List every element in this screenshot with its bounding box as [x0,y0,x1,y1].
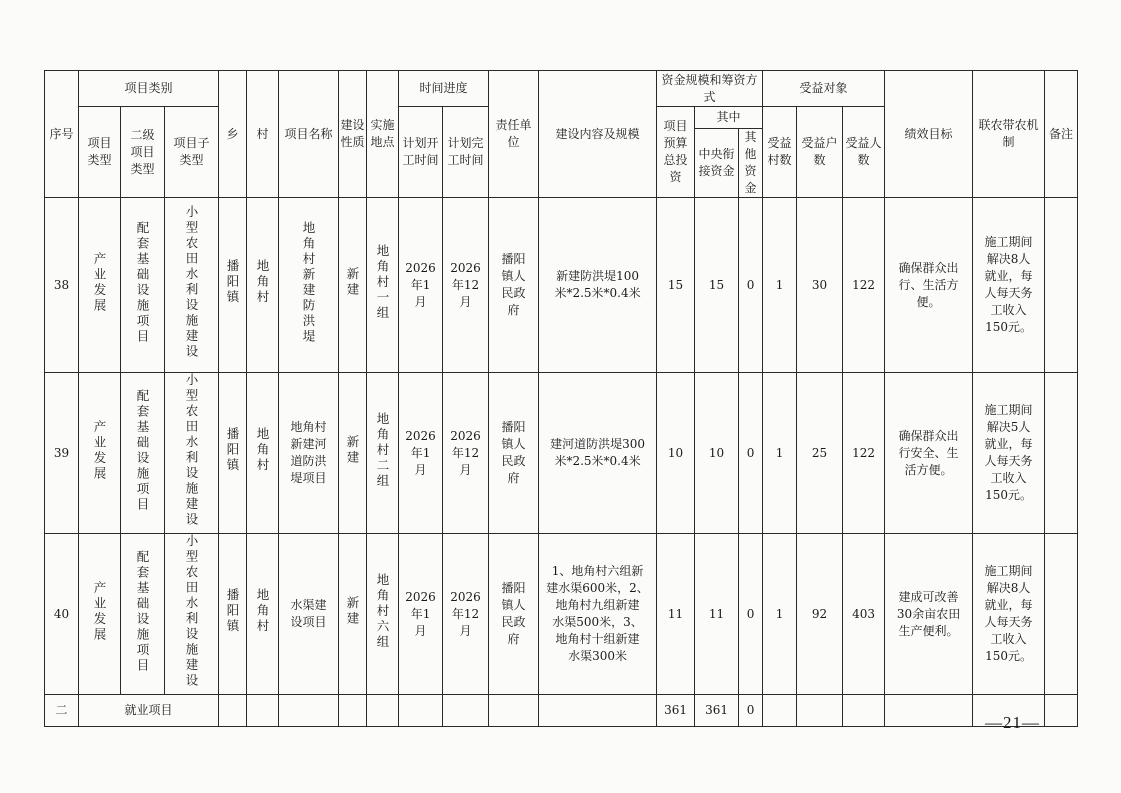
header-location: 实施 地点 [367,71,399,198]
cell-town: 播阳镇 [225,588,241,635]
cell-other: 0 [739,373,763,534]
cell-project-name: 水渠建 设项目 [279,534,339,695]
cell-project-type: 产业发展 [92,419,107,482]
cell-sub-type: 小型农田水利设施建设 [184,373,199,528]
cell-village: 地角村 [255,259,271,306]
cell-remarks [1045,198,1078,373]
summary-total: 361 [657,695,695,727]
cell-project-type: 产业发展 [92,580,107,643]
cell-plan-end: 2026 年12 月 [443,198,489,373]
cell-other: 0 [739,534,763,695]
cell-responsible: 播阳 镇人 民政 府 [489,198,539,373]
table-row [45,373,1078,534]
header-beneficiary-group: 受益对象 [763,71,885,107]
table-row [45,534,1078,695]
cell-location: 地角村一组 [375,243,391,322]
header-funds-group: 资金规模和筹资方 式 [657,71,763,107]
header-plan-start: 计划开 工时间 [399,107,443,198]
cell-sub-type: 小型农田水利设施建设 [184,534,199,689]
cell-level2-type: 配套基础设施项目 [135,388,150,513]
header-plan-end: 计划完 工时间 [443,107,489,198]
cell-project-type: 产业发展 [92,251,107,314]
header-town: 乡 [219,71,247,198]
summary-other: 0 [739,695,763,727]
cell-total: 11 [657,534,695,695]
header-remarks: 备注 [1045,71,1078,198]
table-row [45,198,1078,373]
cell-performance: 确保群众出 行、生活方 便。 [885,198,973,373]
summary-row [45,695,1078,727]
header-level2-type: 二级 项目 类型 [121,107,165,198]
header-content: 建设内容及规模 [539,71,657,198]
cell-nature: 新建 [345,267,361,298]
cell-village: 地角村 [255,588,271,635]
header-benef-people: 受益人 数 [843,107,885,198]
cell-remarks [1045,373,1078,534]
cell-plan-end: 2026 年12 月 [443,534,489,695]
cell-central: 15 [695,198,739,373]
header-nature: 建设 性质 [339,71,367,198]
cell-nature: 新建 [345,435,361,466]
cell-households: 92 [797,534,843,695]
cell-other: 0 [739,198,763,373]
header-benef-villages: 受益 村数 [763,107,797,198]
cell-linkage: 施工期间 解决5人 就业，每 人每天务 工收入 150元。 [973,373,1045,534]
header-project-name: 项目名称 [279,71,339,198]
header-sub-type: 项目子 类型 [165,107,219,198]
cell-content: 新建防洪堤100 米*2.5米*0.4米 [539,198,657,373]
cell-seq: 40 [45,534,79,695]
header-central-funds: 中央衔 接资金 [695,129,739,198]
cell-people: 403 [843,534,885,695]
cell-people: 122 [843,198,885,373]
cell-total: 10 [657,373,695,534]
cell-villages: 1 [763,373,797,534]
cell-households: 25 [797,373,843,534]
cell-linkage: 施工期间 解决8人 就业，每 人每天务 工收入 150元。 [973,198,1045,373]
cell-central: 10 [695,373,739,534]
cell-responsible: 播阳 镇人 民政 府 [489,373,539,534]
cell-central: 11 [695,534,739,695]
header-project-type: 项目 类型 [79,107,121,198]
cell-sub-type: 小型农田水利设施建设 [184,205,199,360]
summary-seq: 二 [45,695,79,727]
cell-project-name: 地角村 新建河 道防洪 堤项目 [279,373,339,534]
header-category-group: 项目类别 [79,71,219,107]
cell-villages: 1 [763,534,797,695]
cell-performance: 确保群众出 行安全、生 活方便。 [885,373,973,534]
cell-responsible: 播阳 镇人 民政 府 [489,534,539,695]
header-linkage: 联农带农机 制 [973,71,1045,198]
cell-people: 122 [843,373,885,534]
summary-central: 361 [695,695,739,727]
cell-location: 地角村二组 [375,411,391,490]
header-of-which: 其中 [695,107,763,129]
header-total-investment: 项目 预算 总投 资 [657,107,695,198]
cell-performance: 建成可改善 30余亩农田 生产便利。 [885,534,973,695]
cell-villages: 1 [763,198,797,373]
cell-seq: 38 [45,198,79,373]
header-responsible: 责任单 位 [489,71,539,198]
cell-town: 播阳镇 [225,259,241,306]
header-performance: 绩效目标 [885,71,973,198]
cell-plan-start: 2026 年1 月 [399,198,443,373]
cell-plan-end: 2026 年12 月 [443,373,489,534]
cell-level2-type: 配套基础设施项目 [135,220,150,345]
header-benef-households: 受益户 数 [797,107,843,198]
header-village: 村 [247,71,279,198]
header-other-funds: 其 他 资 金 [739,129,763,198]
cell-households: 30 [797,198,843,373]
cell-linkage: 施工期间 解决8人 就业，每 人每天务 工收入 150元。 [973,534,1045,695]
cell-village: 地角村 [255,427,271,474]
cell-plan-start: 2026 年1 月 [399,534,443,695]
header-schedule-group: 时间进度 [399,71,489,107]
cell-level2-type: 配套基础设施项目 [135,549,150,674]
cell-content: 建河道防洪堤300 米*2.5米*0.4米 [539,373,657,534]
header-seq: 序号 [45,71,79,198]
cell-remarks [1045,534,1078,695]
summary-label: 就业项目 [79,695,219,727]
cell-plan-start: 2026 年1 月 [399,373,443,534]
project-table [44,70,1078,727]
header-row-1 [45,71,1078,107]
cell-nature: 新建 [345,596,361,627]
cell-total: 15 [657,198,695,373]
cell-location: 地角村六组 [375,572,391,651]
cell-seq: 39 [45,373,79,534]
cell-project-name: 地角村新建防洪堤 [301,220,317,345]
cell-town: 播阳镇 [225,427,241,474]
cell-content: 1、地角村六组新 建水渠600米，2、 地角村九组新建 水渠500米，3、 地角村十组新建 水渠300米 [539,534,657,695]
page-number: —21— [985,713,1040,732]
